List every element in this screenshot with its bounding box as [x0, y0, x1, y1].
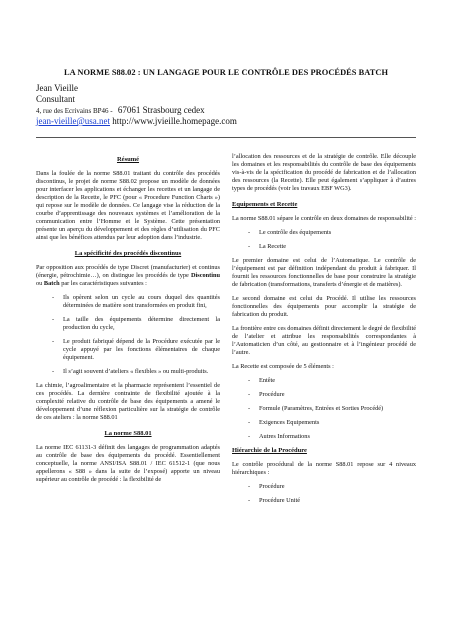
equip-paragraph-2: Le second domaine est celui du Procédé. Il utilise les ressources fonctionnelles des équipements pour accomplir la stratégie de fabrication du produit.: [232, 295, 416, 318]
list-item: - Procédure Unité: [232, 497, 416, 505]
list-item: - Il s’agit souvent d’ateliers « flexibles » ou multi-produits.: [36, 368, 220, 376]
list-item: - La Recette: [232, 243, 416, 251]
list-item: - Formule (Paramètres, Entrées et Sorties Procédé): [232, 405, 416, 413]
recette-intro: La Recette est composée de 5 éléments :: [232, 363, 334, 370]
specificite-intro: Par opposition aux procédés de type Discret (manufacturier) et continus (énergie, pétrochimie…), on distingue les procédés de type Discontinu ou Batch par les caractéristiques suivantes :: [36, 264, 220, 287]
specificite-conclusion: La chimie, l’agroalimentaire et la pharmacie représentent l’essentiel de ces procédés. La dernière contrainte de flexibilité ajoutée à la complexité relative du contrôle de base des équipements a amené le développement d’une réflexion particulière sur la stratégie de contrôle de ces ateliers : la norme S88.01: [36, 382, 220, 421]
recette-list: [232, 377, 416, 441]
list-item: - Ils opèrent selon un cycle au cours duquel des quantités déterminées de matière sont transformées en produit fini,: [36, 294, 220, 310]
author-address: [36, 105, 205, 117]
hierarchy-list: [232, 483, 416, 505]
left-column: [36, 156, 220, 490]
list-item: - Le contrôle des équipements: [232, 229, 416, 237]
header-divider: [36, 137, 416, 138]
list-item: - Procédure: [232, 483, 416, 491]
continued-text: l’allocation des ressources et de la stratégie de contrôle. Elle découple les domaines et les responsabilités du contrôle de base des équipements vis-à-vis de la spécification du procédé de fabrication et de l’allocation des ressources (la Recette). Elle peut également s’appliquer à d’autres types de procédés (voir les travaux EBF WG3).: [232, 153, 416, 192]
list-item: - Le produit fabriqué dépend de la Procédure exécutée par le cycle appuyé par les fonctions élémentaires de chaque équipement.: [36, 338, 220, 362]
equip-list: [232, 229, 416, 251]
author-contact: [36, 116, 237, 127]
equip-heading: Equipements et Recette: [232, 201, 298, 208]
address-city: 67061 Strasbourg cedex: [117, 105, 205, 115]
equip-intro: La norme S88.01 sépare le contrôle en deux domaines de responsabilité :: [232, 215, 416, 222]
resume-heading: Résumé: [116, 156, 140, 163]
equip-paragraph-1: Le premier domaine est celui de l’Automatique. Le contrôle de l’équipement est par définition indépendant du produit à fabriquer. Il fournit les ressources fonctionnelles de base pour construire la stratégie de fabrication (transformations, transferts d’énergie et de matières).: [232, 257, 416, 288]
email-link[interactable]: jean-vieille@usa.net: [36, 116, 111, 126]
author-name: Jean Vieille: [36, 83, 79, 93]
specificite-list: [36, 294, 220, 376]
author-role: Consultant: [36, 94, 76, 104]
list-item: - Procédure: [232, 391, 416, 399]
address-street: 4, rue des Ecrivains BP46 -: [36, 107, 113, 115]
right-column: [232, 153, 416, 511]
paper-title: LA NORME S88.02 : UN LANGAGE POUR LE CONTRÔLE DES PROCÉDÉS BATCH: [63, 68, 389, 77]
hierarchy-heading: Hiérarchie de la Procédure: [232, 447, 307, 454]
website-link[interactable]: http://www.jvieille.homepage.com: [112, 116, 237, 126]
specificite-heading: La spécificité des procédés discontinus: [74, 250, 182, 257]
s8801-text: La norme IEC 61131-3 définit des langages de programmation adaptés au contrôle de base des équipements du procédé. Essentiellement conceptuelle, la norme ANSI/ISA S88.01 / IEC 61512-1 (que nous appellerons « S88 » dans la suite de l’exposé) apporte un niveau supérieur au contrôle de procédé : la flexibilité de: [36, 444, 220, 483]
list-item: - Autres Informations: [232, 433, 416, 441]
list-item: - Exigences Equipements: [232, 419, 416, 427]
equip-paragraph-3: La frontière entre ces domaines définit directement le degré de flexibilité de l’atelier et attribue les responsabilités correspondantes à l’Automaticien d’un côté, au gestionnaire et à l’ingénieur procédé de l’autre.: [232, 325, 416, 356]
list-item: - La taille des équipements détermine directement la production du cycle,: [36, 316, 220, 332]
hierarchy-intro: Le contrôle procédural de la norme S88.01 repose sur 4 niveaux hiérarchiques :: [232, 461, 416, 476]
list-item: - Entête: [232, 377, 416, 385]
resume-text: Dans la foulée de la norme S88.01 traitant du contrôle des procédés discontinus, le projet de norme S88.02 propose un modèle de données pour interfacer les applications et échanger les recettes et un langage de description de la Recette, le PFC (pour « Procedure Function Charts ») qui repose sur le modèle de données. Ce langage vise la réduction de la courbe d’apprentissage des nouveaux systèmes et l’amélioration de la communication entre l’Homme et le Système. Cette présentation présente un aperçu du développement et des règles d’utilisation du PFC ainsi que les bénéfices attendus par leur adoption dans l’industrie.: [36, 170, 220, 241]
s8801-heading: La norme S88.01: [104, 430, 152, 437]
